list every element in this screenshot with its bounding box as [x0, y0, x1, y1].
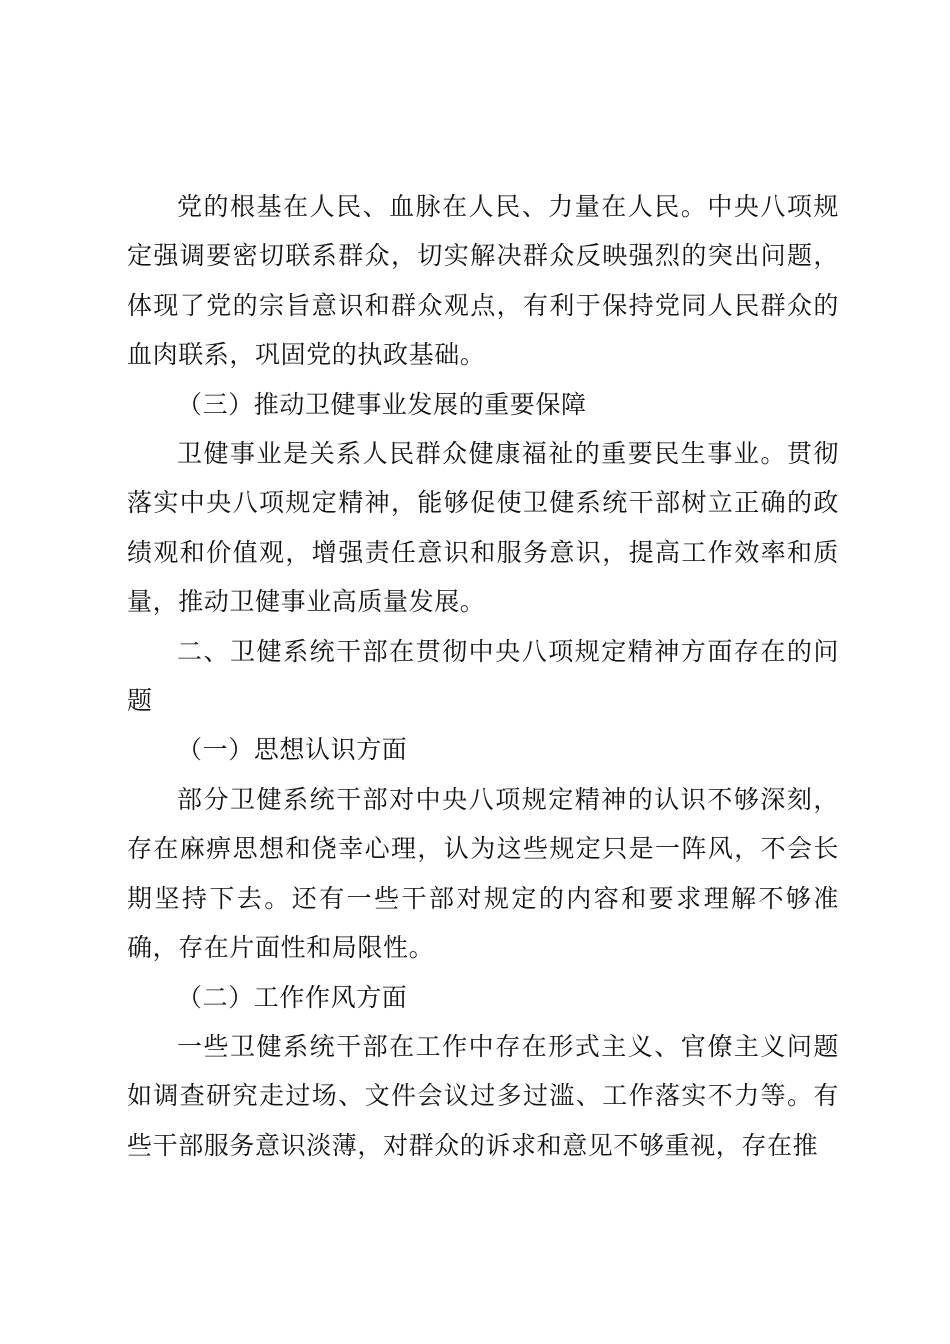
section-heading-2: （二）工作作风方面 — [177, 982, 408, 1012]
section-heading-1: （一）思想认识方面 — [177, 735, 408, 765]
paragraph-work-style: 一些卫健系统干部在工作中存在形式主义、官僚主义问题如调查研究走过场、文件会议过多过滥、工作落实不力等。有些干部服务意识淡薄，对群众的诉求和意见不够重视，存在推 — [127, 1031, 839, 1160]
paragraph-party-roots: 党的根基在人民、血脉在人民、力量在人民。中央八项规定强调要密切联系群众，切实解决群众反映强烈的突出问题，体现了党的宗旨意识和群众观点，有利于保持党同人民群众的血肉联系，巩固党的执政基础。 — [127, 192, 839, 370]
paragraph-health-cause: 卫健事业是关系人民群众健康福祉的重要民生事业。贯彻落实中央八项规定精神，能够促使卫健系统干部树立正确的政绩观和价值观，增强责任意识和服务意识，提高工作效率和质量，推动卫健事业高质量发展。 — [127, 439, 839, 617]
document-body — [127, 182, 839, 1170]
chapter-heading-2: 二、卫健系统干部在贯彻中央八项规定精神方面存在的问题 — [127, 636, 839, 716]
paragraph-ideological: 部分卫健系统干部对中央八项规定精神的认识不够深刻，存在麻痹思想和侥幸心理，认为这些规定只是一阵风，不会长期坚持下去。还有一些干部对规定的内容和要求理解不够准确，存在片面性和局限性。 — [127, 784, 839, 963]
section-heading-3: （三）推动卫健事业发展的重要保障 — [177, 389, 587, 419]
